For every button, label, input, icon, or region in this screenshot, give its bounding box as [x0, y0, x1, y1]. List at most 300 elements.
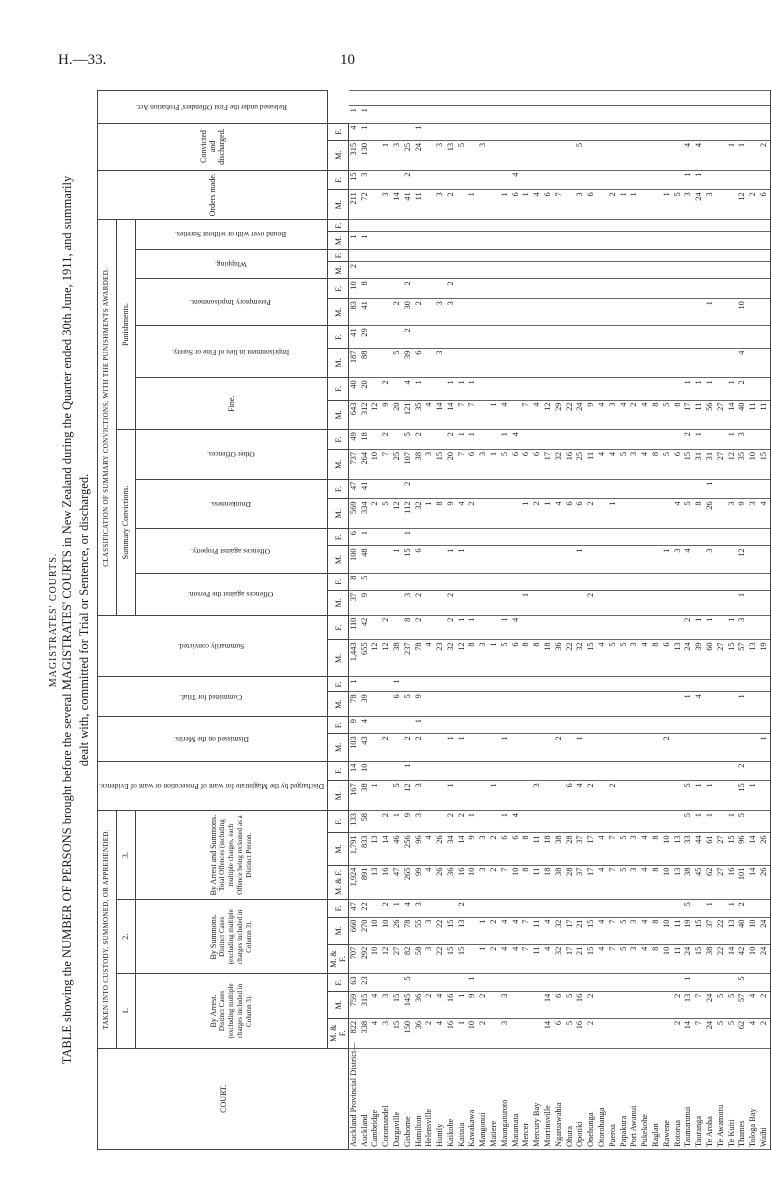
cell-c1	[446, 974, 457, 991]
cell-comm	[521, 677, 532, 692]
cell-bound	[500, 232, 511, 249]
cell-c2: 10	[748, 944, 759, 974]
court-name: Huntly	[435, 1048, 446, 1149]
cell-drunk	[478, 499, 489, 529]
cell-comm	[467, 692, 478, 717]
cell-property	[651, 546, 662, 573]
cell-comm	[629, 677, 640, 692]
cell-summ	[629, 615, 640, 640]
cell-other	[565, 430, 576, 450]
cell-other	[640, 430, 651, 450]
cell-bound	[705, 232, 716, 249]
cell-impf	[446, 348, 457, 378]
cell-orders	[597, 170, 608, 190]
cell-conv	[737, 123, 748, 140]
sex-subheader-m: M.	[328, 917, 349, 944]
cell-person	[424, 573, 435, 590]
cell-comm	[759, 677, 770, 692]
cell-summ	[478, 615, 489, 640]
cell-summ: 3	[629, 640, 640, 677]
cell-whip	[705, 262, 716, 279]
cell-drunk	[489, 479, 500, 499]
cell-dism: 1	[414, 717, 425, 734]
cell-conv	[446, 123, 457, 140]
cell-disch	[629, 761, 640, 781]
cell-c3: 4	[424, 833, 435, 865]
cell-person	[381, 573, 392, 590]
cell-orders	[500, 170, 511, 190]
cell-c1	[489, 974, 500, 991]
cell-drunk	[716, 499, 727, 529]
cell-c2	[424, 900, 435, 917]
taken-header: TAKEN INTO CUSTODY, SUMMONED, OR APPREHENDED.	[98, 811, 117, 1049]
cell-c1	[511, 1018, 522, 1048]
cell-summ: 6	[662, 640, 673, 677]
cell-fine	[759, 378, 770, 400]
cell-c1	[554, 974, 565, 991]
cell-perem	[511, 279, 522, 299]
cell-conv: 1	[414, 123, 425, 140]
cell-c1	[597, 974, 608, 991]
cell-bound	[597, 220, 608, 232]
court-row	[414, 91, 425, 1150]
total-rel: 1	[349, 106, 360, 123]
sex-subheader-f: F.	[328, 479, 349, 499]
cell-comm: 9	[414, 692, 425, 717]
cell-drunk	[651, 499, 662, 529]
cell-c3: 8	[521, 865, 532, 900]
cell-other	[662, 430, 673, 450]
cell-conv: 3	[392, 140, 403, 170]
cell-c3: 9	[403, 811, 414, 833]
cell-rel	[511, 106, 522, 123]
dismissed-header: Dismissed on the Merits.	[98, 717, 328, 762]
cell-disch: 1	[748, 781, 759, 811]
cell-property	[640, 529, 651, 546]
cell-c2: 2	[489, 917, 500, 944]
cell-impf	[683, 326, 694, 348]
cell-orders: 4	[511, 170, 522, 190]
cell-whip	[435, 249, 446, 261]
cell-person	[640, 573, 651, 590]
cell-c1	[489, 991, 500, 1018]
cell-impf: 3	[435, 348, 446, 378]
cell-whip	[543, 262, 554, 279]
cell-drunk: 6	[575, 499, 586, 529]
cell-other	[597, 430, 608, 450]
cell-c3	[651, 811, 662, 833]
cell-other	[619, 430, 630, 450]
cell-person	[467, 573, 478, 590]
cell-conv	[716, 123, 727, 140]
summary-convictions-header: Summary Convictions.	[116, 430, 135, 615]
cell-c2	[640, 900, 651, 917]
total-c2: 660	[349, 917, 360, 944]
cell-conv: 4	[694, 140, 705, 170]
cell-perem	[759, 279, 770, 299]
cell-c2: 22	[435, 944, 446, 974]
cell-dism	[737, 734, 748, 761]
cell-c2: 10	[370, 917, 381, 944]
cell-c2	[446, 900, 457, 917]
cell-summ: 12	[370, 640, 381, 677]
cell-disch: 3	[414, 781, 425, 811]
cell-whip	[403, 249, 414, 261]
cell-summ: 57	[737, 640, 748, 677]
cell-fine: 35	[414, 400, 425, 430]
cell-perem	[565, 279, 576, 299]
cell-impf	[651, 326, 662, 348]
cell-other	[521, 430, 532, 450]
cell-fine: 7	[467, 400, 478, 430]
cell-rel	[511, 91, 522, 106]
cell-c2: 4	[500, 944, 511, 974]
cell-c2: 15	[586, 917, 597, 944]
cell-bound	[619, 220, 630, 232]
cell-summ: 12	[457, 640, 468, 677]
cell-orders: 6	[586, 190, 597, 220]
cell-other: 1	[727, 430, 738, 450]
cell-person	[467, 590, 478, 615]
cell-c2: 42	[737, 944, 748, 974]
cell-fine: 5	[662, 400, 673, 430]
sex-subheader-m: M.	[328, 991, 349, 1018]
cell-drunk	[608, 479, 619, 499]
cell-whip	[446, 249, 457, 261]
cell-impf	[500, 348, 511, 378]
cell-summ: 5	[500, 640, 511, 677]
cell-person: 5	[360, 573, 371, 590]
cell-other: 6	[532, 449, 543, 479]
cell-dism	[424, 734, 435, 761]
sex-subheader-m: M.	[328, 734, 349, 761]
cell-summ: 2	[414, 615, 425, 640]
cell-disch: 3	[532, 781, 543, 811]
cell-fine	[478, 400, 489, 430]
punishments-header: Punishments.	[116, 220, 135, 430]
cell-rel	[467, 91, 478, 106]
cell-c1: 3	[381, 991, 392, 1018]
cell-comm	[586, 677, 597, 692]
cell-disch	[651, 761, 662, 781]
cell-person	[403, 573, 414, 590]
cell-orders	[446, 170, 457, 190]
cell-bound	[467, 232, 478, 249]
cell-dism	[511, 717, 522, 734]
total-comm: 1	[349, 677, 360, 692]
court-row	[597, 91, 608, 1150]
cell-fine: 1	[683, 378, 694, 400]
cell-property	[521, 529, 532, 546]
cell-c1: 150	[403, 1018, 414, 1048]
cell-orders	[414, 170, 425, 190]
cell-other: 11	[586, 449, 597, 479]
cell-property	[737, 529, 748, 546]
cell-drunk	[392, 479, 403, 499]
cell-c1	[543, 974, 554, 991]
cell-c2: 21	[575, 944, 586, 974]
cell-rel	[727, 91, 738, 106]
cell-orders	[586, 170, 597, 190]
court-row	[694, 91, 705, 1150]
cell-property	[446, 529, 457, 546]
cell-conv	[381, 123, 392, 140]
cell-conv	[543, 123, 554, 140]
cell-whip	[651, 262, 662, 279]
total-conv: 4	[349, 123, 360, 140]
cell-c1	[521, 974, 532, 991]
cell-c2: 10	[662, 917, 673, 944]
cell-perem	[532, 299, 543, 326]
cell-conv	[521, 140, 532, 170]
cell-other: 15	[683, 449, 694, 479]
cell-whip	[381, 262, 392, 279]
cell-property	[748, 546, 759, 573]
cell-comm	[457, 677, 468, 692]
cell-whip	[489, 249, 500, 261]
cell-impf	[586, 326, 597, 348]
cell-fine: 7	[521, 400, 532, 430]
cell-c2	[716, 900, 727, 917]
cell-disch	[597, 781, 608, 811]
cell-other	[532, 430, 543, 450]
cell-impf	[705, 326, 716, 348]
cell-c2	[673, 900, 684, 917]
cell-bound	[543, 220, 554, 232]
cell-c1	[629, 974, 640, 991]
cell-c3	[640, 811, 651, 833]
cell-disch	[392, 761, 403, 781]
cell-perem	[748, 299, 759, 326]
cell-comm	[532, 692, 543, 717]
cell-c2: 24	[759, 917, 770, 944]
cell-c1	[619, 991, 630, 1018]
cell-disch	[457, 781, 468, 811]
summarily-header: Summarily convicted.	[98, 615, 328, 677]
cell-c1: 2	[424, 991, 435, 1018]
cell-impf	[370, 348, 381, 378]
cell-whip	[716, 249, 727, 261]
cell-disch	[694, 761, 705, 781]
cell-conv	[532, 140, 543, 170]
cell-c1: 2	[424, 1018, 435, 1048]
cell-conv	[500, 140, 511, 170]
cell-property	[381, 546, 392, 573]
cell-perem	[467, 279, 478, 299]
cell-summ: 4	[424, 640, 435, 677]
bound-over-header: Bound over with or without Sureties.	[135, 220, 327, 250]
cell-orders	[748, 170, 759, 190]
cell-c1	[694, 974, 705, 991]
cell-fine	[629, 378, 640, 400]
sex-subheader-f: F.	[328, 573, 349, 590]
cell-dism	[694, 717, 705, 734]
cell-person	[716, 573, 727, 590]
cell-dism	[737, 717, 748, 734]
sex-subheader-m: M.	[328, 546, 349, 573]
cell-c2: 11	[532, 944, 543, 974]
cell-conv	[716, 140, 727, 170]
cell-orders	[662, 170, 673, 190]
cell-bound	[435, 220, 446, 232]
cell-summ: 8	[532, 640, 543, 677]
cell-orders: 3	[381, 190, 392, 220]
cell-whip	[392, 262, 403, 279]
cell-rel	[478, 106, 489, 123]
cell-c2: 11	[532, 917, 543, 944]
cell-c1: 2	[673, 991, 684, 1018]
cell-bound	[651, 232, 662, 249]
cell-summ	[619, 615, 630, 640]
cell-orders	[424, 170, 435, 190]
cell-drunk	[511, 499, 522, 529]
cell-person	[532, 573, 543, 590]
cell-c3: 5	[619, 865, 630, 900]
cell-c3	[629, 811, 640, 833]
cell-conv	[478, 123, 489, 140]
cell-dism	[673, 717, 684, 734]
cell-whip	[392, 249, 403, 261]
cell-c3: 34	[446, 833, 457, 865]
cell-conv: 4	[683, 140, 694, 170]
cell-c1: 5	[727, 1018, 738, 1048]
sex-subheader-m: M.	[328, 299, 349, 326]
peremptory-header: Peremptory Imprisonment.	[135, 279, 327, 326]
cell-person	[392, 573, 403, 590]
cell-perem	[716, 279, 727, 299]
cell-summ: 19	[759, 640, 770, 677]
total-c3: 1,924	[349, 865, 360, 900]
cell-summ: 8	[651, 640, 662, 677]
cell-c3: 3	[414, 811, 425, 833]
cell-orders: 24	[694, 190, 705, 220]
cell-summ	[370, 615, 381, 640]
cell-bound	[662, 232, 673, 249]
cell-impf	[543, 326, 554, 348]
cell-bound	[511, 220, 522, 232]
cell-orders: 72	[360, 190, 371, 220]
cell-c3: 15	[727, 833, 738, 865]
cell-c2: 4	[640, 917, 651, 944]
cell-whip	[500, 249, 511, 261]
cell-orders: 14	[392, 190, 403, 220]
cell-c3	[575, 811, 586, 833]
cell-c3: 10	[467, 865, 478, 900]
cell-other: 10	[748, 449, 759, 479]
cell-conv	[554, 123, 565, 140]
cell-impf	[511, 326, 522, 348]
cell-summ: 36	[554, 640, 565, 677]
cell-c3: 33	[683, 833, 694, 865]
cell-c1	[597, 991, 608, 1018]
cell-comm	[554, 677, 565, 692]
cell-other: 6	[467, 449, 478, 479]
cell-whip	[403, 262, 414, 279]
imprisonment-fine-header: Imprisonment in lieu of Fine or Surety.	[135, 326, 327, 378]
sex-subheader-mf: M. & F.	[328, 1018, 349, 1048]
court-name: Otorohanga	[597, 1048, 608, 1149]
cell-impf	[575, 348, 586, 378]
cell-person	[446, 573, 457, 590]
cell-c2	[554, 900, 565, 917]
cell-c1: 315	[360, 991, 371, 1018]
cell-whip	[673, 249, 684, 261]
cell-dism	[597, 734, 608, 761]
cell-comm	[500, 677, 511, 692]
cell-c3: 14	[457, 833, 468, 865]
court-name: Waihi	[759, 1048, 770, 1149]
cell-impf: 4	[737, 348, 748, 378]
cell-whip	[759, 262, 770, 279]
cell-summ: 78	[414, 640, 425, 677]
cell-conv	[597, 140, 608, 170]
cell-whip	[662, 249, 673, 261]
cell-whip	[554, 249, 565, 261]
cell-dism: 1	[500, 734, 511, 761]
cell-summ: 6	[511, 640, 522, 677]
total-c1: 822	[349, 1018, 360, 1048]
by-arrest-header: By Arrest. Distinct Cases (excluding multiple charges included in Column 3).	[135, 974, 327, 1048]
cell-orders	[716, 170, 727, 190]
cell-c3: 2	[457, 811, 468, 833]
cell-c1: 2	[586, 1018, 597, 1048]
cell-c1: 2	[478, 1018, 489, 1048]
court-row	[673, 91, 684, 1150]
cell-perem	[597, 299, 608, 326]
cell-c2	[748, 900, 759, 917]
cell-person	[489, 573, 500, 590]
cell-disch	[543, 781, 554, 811]
cell-comm	[748, 692, 759, 717]
cell-orders: 2	[446, 190, 457, 220]
cell-orders: 4	[532, 190, 543, 220]
col3-number: 3.	[116, 811, 135, 900]
cell-c1: 5	[716, 991, 727, 1018]
cell-other: 6	[511, 449, 522, 479]
cell-perem: 30	[403, 299, 414, 326]
other-offences-header: Other Offences.	[135, 430, 327, 479]
cell-orders: 7	[554, 190, 565, 220]
cell-person	[511, 573, 522, 590]
cell-conv	[511, 123, 522, 140]
cell-c3: 7	[608, 833, 619, 865]
cell-summ: 3	[737, 615, 748, 640]
cell-rel	[737, 91, 748, 106]
cell-disch	[716, 761, 727, 781]
court-row	[381, 91, 392, 1150]
cell-dism	[467, 717, 478, 734]
cell-other: 6	[673, 449, 684, 479]
cell-conv	[586, 140, 597, 170]
cell-comm	[414, 677, 425, 692]
cell-property	[511, 529, 522, 546]
cell-bound	[694, 220, 705, 232]
cell-perem	[640, 299, 651, 326]
cell-whip	[414, 262, 425, 279]
cell-drunk	[500, 499, 511, 529]
cell-orders: 2	[748, 190, 759, 220]
cell-property	[597, 529, 608, 546]
cell-impf	[629, 348, 640, 378]
cell-disch	[705, 761, 716, 781]
total-fine: 40	[349, 378, 360, 400]
cell-disch	[759, 761, 770, 781]
cell-dism	[521, 717, 532, 734]
cell-orders	[478, 190, 489, 220]
cell-bound	[467, 220, 478, 232]
cell-summ: 13	[673, 640, 684, 677]
cell-perem	[608, 279, 619, 299]
